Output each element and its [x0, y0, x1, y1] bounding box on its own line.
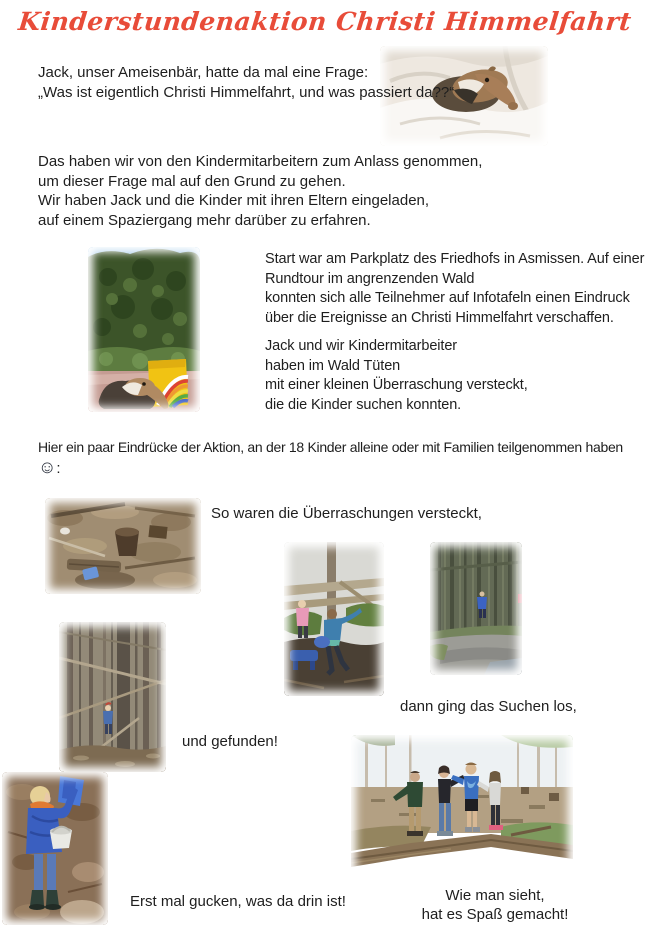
group-log-illustration — [351, 735, 573, 877]
page-title: Kinderstundenaktion Christi Himmelfahrt — [16, 7, 634, 36]
explanation-line-3: Wir haben Jack und die Kinder mit ihren Eltern eingeladen, — [38, 192, 430, 209]
caption-found: und gefunden! — [182, 733, 278, 750]
toddler-bucket-illustration — [2, 772, 108, 925]
impressions-intro — [38, 438, 623, 478]
photo-jack-rainbow-bag — [88, 247, 200, 412]
walk-paragraph-1 — [265, 250, 644, 328]
photo-distant-path — [430, 542, 522, 675]
caption-fun — [398, 886, 592, 924]
impressions-line-2 — [38, 458, 623, 479]
photo-toddler-bucket — [2, 772, 108, 925]
intro-paragraph — [38, 63, 454, 102]
walk-line-2: Rundtour im angrenzenden Wald — [265, 270, 475, 287]
caption-fun-line-2: hat es Spaß gemacht! — [421, 906, 569, 923]
explanation-line-4: auf einem Spaziergang mehr darüber zu erfahren. — [38, 211, 371, 229]
walk-line-6: haben im Wald Tüten — [265, 357, 401, 374]
impressions-colon: : — [56, 459, 61, 477]
explanation-paragraph — [38, 152, 482, 230]
hidden-bag-illustration — [45, 498, 201, 594]
kids-searching-illustration — [284, 542, 384, 696]
photo-forest-child — [59, 622, 166, 772]
intro-line-1: Jack, unser Ameisenbär, hatte da mal eine Frage: — [38, 64, 369, 81]
smiley-icon: ☺ — [38, 456, 57, 477]
explanation-line-2: um dieser Frage mal auf den Grund zu gehen. — [38, 172, 346, 190]
photo-group-log — [351, 735, 573, 877]
caption-search: dann ging das Suchen los, — [400, 698, 577, 715]
forest-child-illustration — [59, 622, 166, 772]
impressions-line-1: Hier ein paar Eindrücke der Aktion, an der 18 Kinder alleine oder mit Familien teilgenommen haben — [38, 439, 623, 455]
jack-rainbow-bag-illustration — [88, 247, 200, 412]
walk-paragraph-2 — [265, 337, 528, 415]
caption-fun-line-1: Wie man sieht, — [445, 887, 545, 904]
caption-hidden: So waren die Überraschungen versteckt, — [211, 505, 482, 522]
walk-line-7: mit einer kleinen Überraschung versteckt, — [265, 377, 528, 393]
intro-line-2: „Was ist eigentlich Christi Himmelfahrt, und was passiert da??“ — [38, 83, 455, 101]
walk-line-1: Start war am Parkplatz des Friedhofs in Asmissen. Auf einer — [265, 251, 645, 267]
walk-line-4: über die Ereignisse an Christi Himmelfahrt verschaffen. — [265, 309, 614, 326]
photo-hidden-bag — [45, 498, 201, 594]
caption-look: Erst mal gucken, was da drin ist! — [130, 893, 346, 910]
photo-kids-searching — [284, 542, 384, 696]
walk-line-3: konnten sich alle Teilnehmer auf Infotafeln einen Eindruck — [265, 290, 630, 306]
walk-line-8: die die Kinder suchen konnten. — [265, 396, 462, 413]
walk-line-5: Jack und wir Kindermitarbeiter — [265, 338, 458, 354]
distant-path-illustration — [430, 542, 522, 675]
explanation-line-1: Das haben wir von den Kindermitarbeitern zum Anlass genommen, — [38, 153, 483, 170]
